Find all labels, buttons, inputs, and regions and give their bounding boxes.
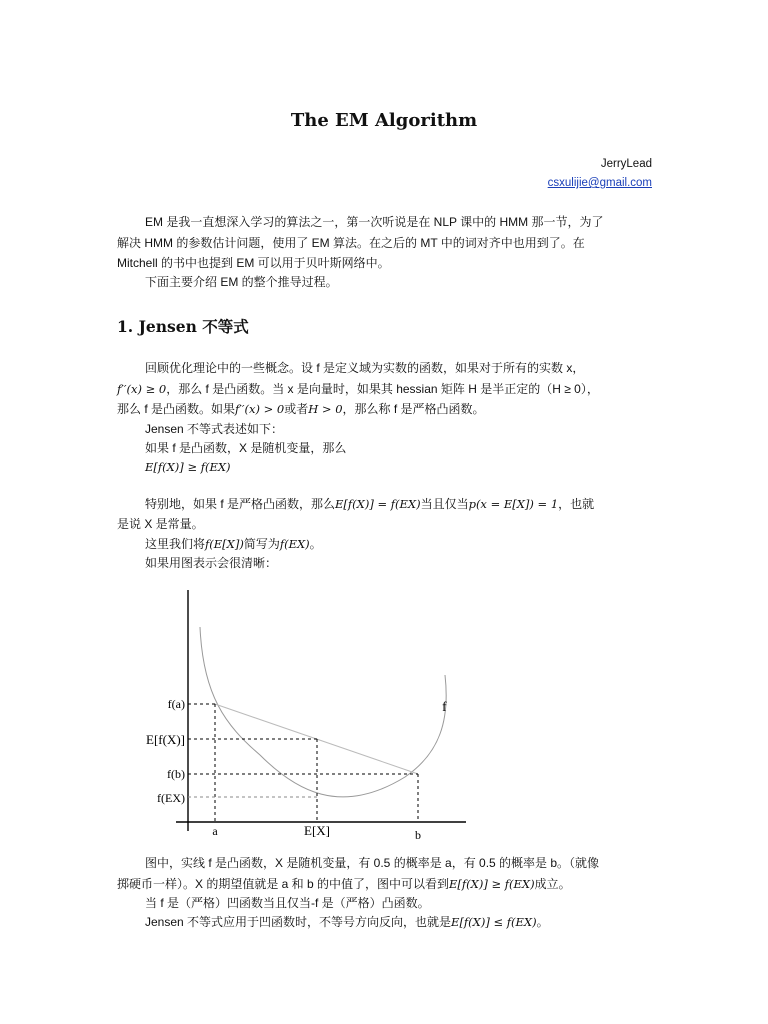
section-line-6 bbox=[117, 457, 681, 478]
math-concave-inequality: E[f(X)] ≤ f(EX) bbox=[451, 915, 537, 929]
text-run: 简写为 bbox=[243, 537, 280, 551]
section-line-1: 回顾优化理论中的一些概念。设 f 是定义域为实数的函数，如果对于所有的实数 x， bbox=[145, 361, 585, 375]
label-fa: f(a) bbox=[167, 697, 185, 711]
text-run: 掷硬币一样）。X 的期望值就是 a 和 b 的中值了，图中可以看到 bbox=[117, 877, 450, 891]
author-email-link[interactable]: csxulijie@gmail.com bbox=[547, 177, 652, 189]
section-line-7 bbox=[117, 494, 681, 515]
jensen-figure-svg bbox=[140, 585, 480, 847]
label-f: f bbox=[442, 700, 447, 715]
label-a: a bbox=[212, 824, 218, 838]
guide-lines bbox=[188, 704, 418, 822]
math-f-ex-short: f(EX) bbox=[279, 537, 310, 551]
section-heading-jensen: 1. Jensen 不等式 bbox=[117, 317, 249, 336]
label-ex: E[X] bbox=[304, 823, 330, 838]
section-line-2 bbox=[117, 379, 653, 400]
author-name: JerryLead bbox=[600, 158, 652, 170]
math-h-gt: H > 0 bbox=[308, 402, 343, 416]
math-fpp-geq: f′′(x) ≥ 0 bbox=[117, 382, 167, 396]
caption-line-2 bbox=[117, 874, 653, 895]
text-run: 。 bbox=[309, 537, 322, 551]
section-line-5: 如果 f 是凸函数，X 是随机变量，那么 bbox=[145, 441, 347, 455]
math-f-ex-long: f(E[X]) bbox=[205, 537, 244, 551]
section-line-8: 是说 X 是常量。 bbox=[117, 517, 204, 531]
section-line-4: Jensen 不等式表述如下： bbox=[145, 422, 284, 436]
text-run: ，那么称 f 是严格凸函数。 bbox=[342, 402, 485, 416]
caption-line-3: 当 f 是（严格）凹函数当且仅当-f 是（严格）凸函数。 bbox=[145, 896, 430, 910]
intro-line-1: EM 是我一直想深入学习的算法之一，第一次听说是在 NLP 课中的 HMM 那一节，为了 bbox=[145, 215, 604, 229]
text-run: 那么 f 是凸函数。如果 bbox=[117, 402, 236, 416]
text-run: 或者 bbox=[284, 402, 309, 416]
text-run: 。 bbox=[536, 915, 549, 929]
label-b: b bbox=[415, 828, 421, 842]
math-probability: p(x = E[X]) = 1 bbox=[468, 497, 559, 511]
text-run: Jensen 不等式应用于凹函数时，不等号方向反向，也就是 bbox=[145, 915, 452, 929]
jensen-figure bbox=[140, 585, 480, 847]
section-line-3 bbox=[117, 399, 653, 420]
math-jensen-caption: E[f(X)] ≥ f(EX) bbox=[449, 877, 535, 891]
intro-line-2: 解决 HMM 的参数估计问题，使用了 EM 算法。在之后的 MT 中的词对齐中也用到了。在 bbox=[117, 236, 585, 250]
text-run: 成立。 bbox=[534, 877, 571, 891]
text-run: ，也就 bbox=[558, 497, 595, 511]
section-line-9 bbox=[117, 534, 681, 555]
section-line-10: 如果用图表示会很清晰： bbox=[145, 556, 278, 570]
label-fex: f(EX) bbox=[157, 791, 185, 805]
math-equality: E[f(X)] = f(EX) bbox=[335, 497, 421, 511]
label-fb: f(b) bbox=[167, 767, 185, 781]
text-run: 这里我们将 bbox=[145, 537, 206, 551]
text-run: ，那么 f 是凸函数。当 x 是向量时，如果其 hessian 矩阵 H 是半正定的（H ≥ 0）， bbox=[166, 382, 599, 396]
text-run: 当且仅当 bbox=[420, 497, 469, 511]
document-title: The EM Algorithm bbox=[290, 110, 478, 131]
caption-line-4 bbox=[117, 912, 681, 933]
label-efx: E[f(X)] bbox=[146, 732, 185, 747]
caption-line-1: 图中，实线 f 是凸函数，X 是随机变量，有 0.5 的概率是 a，有 0.5 的概率是 b。（就像 bbox=[145, 856, 600, 870]
math-fpp-gt: f′′(x) > 0 bbox=[235, 402, 285, 416]
math-jensen-inequality: E[f(X)] ≥ f(EX) bbox=[145, 460, 231, 474]
intro-line-4: 下面主要介绍 EM 的整个推导过程。 bbox=[145, 275, 338, 289]
intro-line-3: Mitchell 的书中也提到 EM 可以用于贝叶斯网络中。 bbox=[117, 256, 390, 270]
text-run: 特别地，如果 f 是严格凸函数，那么 bbox=[145, 497, 336, 511]
